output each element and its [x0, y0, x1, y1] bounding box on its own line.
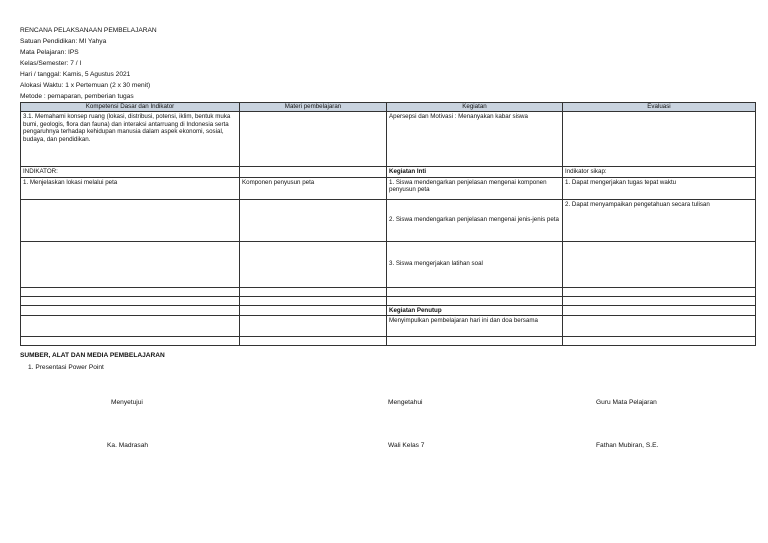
- empty-cell: [21, 241, 240, 287]
- header-materi: Materi pembelajaran: [240, 103, 387, 112]
- signature-mengetahui: Mengetahui: [388, 399, 423, 406]
- signature-nama-guru: Fathan Mubiran, S.E.: [596, 442, 659, 449]
- empty-cell: [240, 167, 387, 178]
- empty-cell: [240, 112, 387, 167]
- table-row: [21, 167, 756, 178]
- kelas-semester: Kelas/Semester: 7 / I: [20, 60, 82, 67]
- kd-cell: 3.1. Memahami konsep ruang (lokasi, distribusi, potensi, iklim, bentuk muka bumi, geologis, flora dan fauna) dan interaksi antarruang di Indonesia serta pengaruhnya terhadap kehidupan manusia dalam aspek ekonomi, sosial, budaya, dan pendidikan.: [21, 112, 240, 167]
- indikator-sikap-cell: Indikator sikap:: [563, 167, 756, 178]
- eval-2-cell: 2. Dapat menyampaikan pengetahuan secara tulisan: [563, 199, 756, 241]
- inti-1-cell: 1. Siswa mendengarkan penjelasan mengenai komponen penyusun peta: [387, 177, 563, 199]
- sources-item: 1. Presentasi Power Point: [28, 364, 104, 371]
- empty-cell: [21, 199, 240, 241]
- mata-pelajaran: Mata Pelajaran: IPS: [20, 49, 79, 56]
- table-row: [21, 241, 756, 287]
- empty-cell: [240, 241, 387, 287]
- table-row: [21, 199, 756, 241]
- empty-cell: [563, 112, 756, 167]
- empty-cell: [563, 241, 756, 287]
- table-header-row: [21, 103, 756, 112]
- hari-tanggal: Hari / tanggal: Kamis, 5 Agustus 2021: [20, 71, 131, 78]
- penutup-1-cell: Menyimpulkan pembelajaran hari ini dan doa bersama: [387, 316, 563, 337]
- inti-3-cell: 3. Siswa mengerjakan latihan soal: [387, 241, 563, 287]
- header-kegiatan: Kegiatan: [387, 103, 563, 112]
- apersepsi-cell: Apersepsi dan Motivasi : Menanyakan kabar siswa: [387, 112, 563, 167]
- eval-1-cell: 1. Dapat mengerjakan tugas tepat waktu: [563, 177, 756, 199]
- sources-title: SUMBER, ALAT DAN MEDIA PEMBELAJARAN: [20, 352, 165, 359]
- table-row: [21, 287, 756, 296]
- signature-menyetujui: Menyetujui: [111, 399, 143, 406]
- satuan-pendidikan: Satuan Pendidikan: MI Yahya: [20, 38, 107, 45]
- kegiatan-penutup-cell: Kegiatan Penutup: [387, 305, 563, 316]
- table-row: [21, 337, 756, 346]
- empty-cell: [240, 199, 387, 241]
- header-evaluasi: Evaluasi: [563, 103, 756, 112]
- header-kompetensi: Kompetensi Dasar dan Indikator: [21, 103, 240, 112]
- indikator-1-cell: 1. Menjelaskan lokasi melalui peta: [21, 177, 240, 199]
- kegiatan-inti-cell: Kegiatan Inti: [387, 167, 563, 178]
- rpp-table: [20, 102, 756, 346]
- signature-kamad: Ka. Madrasah: [107, 442, 149, 449]
- document-title: RENCANA PELAKSANAAN PEMBELAJARAN: [20, 27, 157, 34]
- metode: Metode : pemaparan, pemberian tugas: [20, 93, 134, 100]
- table-row: [21, 112, 756, 167]
- materi-1-cell: Komponen penyusun peta: [240, 177, 387, 199]
- table-row: [21, 296, 756, 305]
- signature-guru: Guru Mata Pelajaran: [596, 399, 657, 406]
- signature-wali: Wali Kelas 7: [388, 442, 425, 449]
- table-row: [21, 316, 756, 337]
- inti-2-cell: 2. Siswa mendengarkan penjelasan mengenai jenis-jenis peta: [387, 199, 563, 241]
- indikator-label-cell: INDIKATOR:: [21, 167, 240, 178]
- alokasi-waktu: Alokasi Waktu: 1 x Pertemuan (2 x 30 menit): [20, 82, 151, 89]
- table-row: [21, 177, 756, 199]
- table-row: [21, 305, 756, 316]
